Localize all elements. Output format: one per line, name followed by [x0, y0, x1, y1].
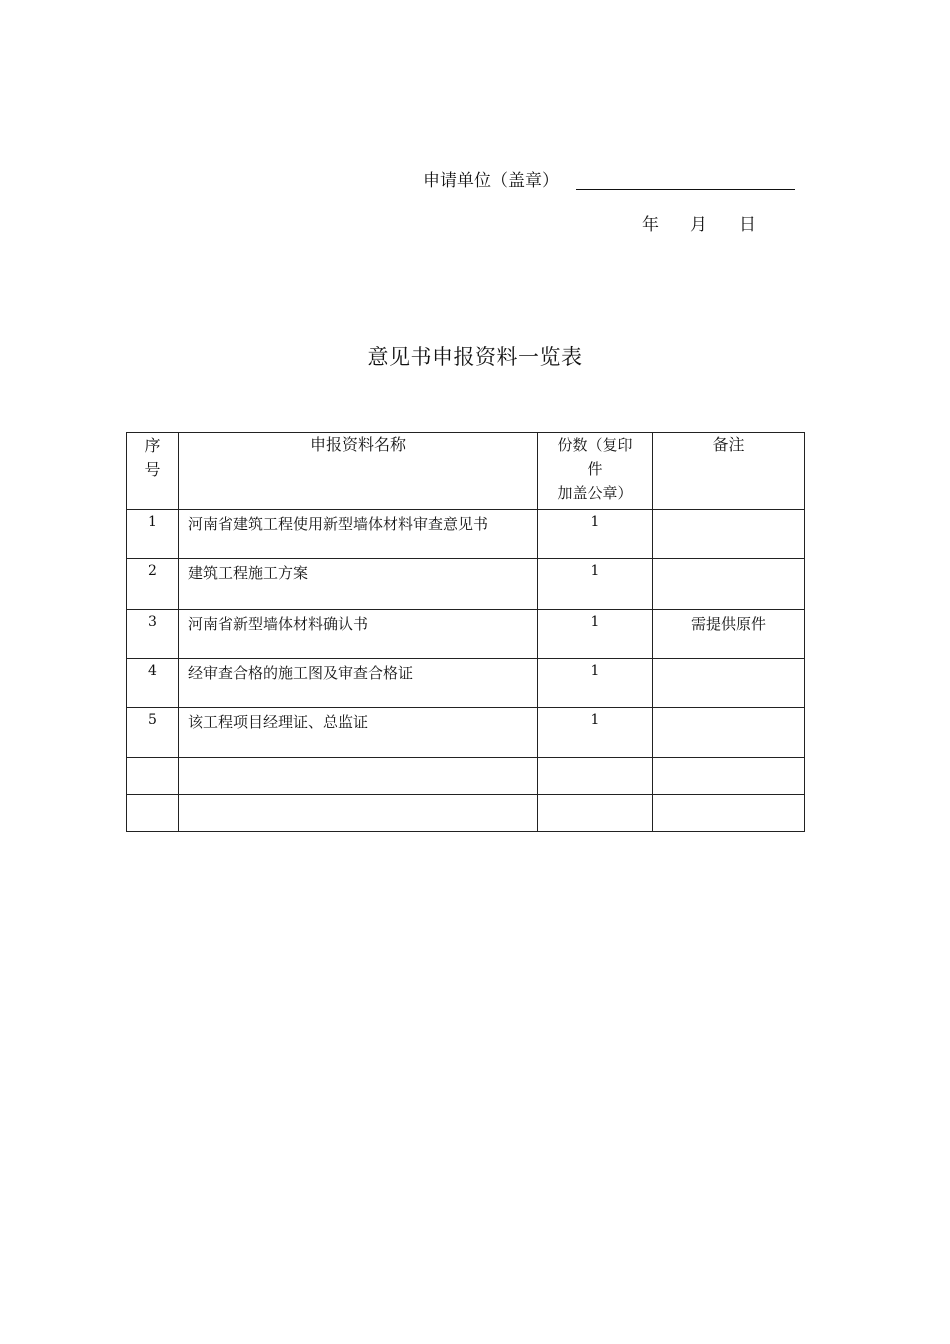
- header-name: 申报资料名称: [179, 433, 538, 510]
- empty-cell: [653, 795, 805, 832]
- row-note: 需提供原件: [653, 610, 805, 659]
- table-row: [127, 559, 805, 610]
- row-name: 建筑工程施工方案: [179, 559, 538, 610]
- empty-cell: [538, 758, 653, 795]
- header-no-line1: 序: [144, 436, 161, 455]
- row-name: 河南省建筑工程使用新型墙体材料审查意见书: [179, 510, 538, 559]
- row-copies: 1: [538, 610, 653, 659]
- date-day-label: 日: [739, 215, 756, 235]
- empty-cell: [653, 758, 805, 795]
- applicant-label: 申请单位（盖章）: [423, 171, 559, 191]
- header-copies-line1: 份数（复印: [557, 436, 633, 454]
- row-no: 2: [127, 559, 179, 610]
- row-no: 3: [127, 610, 179, 659]
- row-note: [653, 708, 805, 758]
- table-row: [127, 708, 805, 758]
- row-no: 5: [127, 708, 179, 758]
- row-name: 河南省新型墙体材料确认书: [179, 610, 538, 659]
- row-copies: 1: [538, 659, 653, 708]
- header-no-line2: 号: [144, 460, 161, 479]
- row-no: 4: [127, 659, 179, 708]
- row-note: [653, 559, 805, 610]
- page-title: 意见书申报资料一览表: [367, 345, 583, 369]
- date-year-label: 年: [642, 215, 659, 235]
- empty-cell: [127, 758, 179, 795]
- table-row: [127, 659, 805, 708]
- row-no: 1: [127, 510, 179, 559]
- header-note: 备注: [653, 433, 805, 510]
- row-name: 经审查合格的施工图及审查合格证: [179, 659, 538, 708]
- header-copies-line3: 加盖公章）: [557, 484, 633, 502]
- empty-cell: [538, 795, 653, 832]
- header-copies: [538, 433, 653, 510]
- row-copies: 1: [538, 559, 653, 610]
- row-note: [653, 659, 805, 708]
- table-row: [127, 510, 805, 559]
- header-copies-line2: 件: [587, 460, 603, 478]
- row-note: [653, 510, 805, 559]
- materials-table: [126, 432, 805, 832]
- row-name: 该工程项目经理证、总监证: [179, 708, 538, 758]
- signature-line: [576, 189, 795, 190]
- empty-cell: [179, 758, 538, 795]
- empty-table-row: [127, 758, 805, 795]
- empty-cell: [127, 795, 179, 832]
- empty-table-row: [127, 795, 805, 832]
- table-header-row: [127, 433, 805, 510]
- date-month-label: 月: [690, 215, 707, 235]
- empty-cell: [179, 795, 538, 832]
- row-copies: 1: [538, 510, 653, 559]
- table-row: [127, 610, 805, 659]
- header-no: [127, 433, 179, 510]
- row-copies: 1: [538, 708, 653, 758]
